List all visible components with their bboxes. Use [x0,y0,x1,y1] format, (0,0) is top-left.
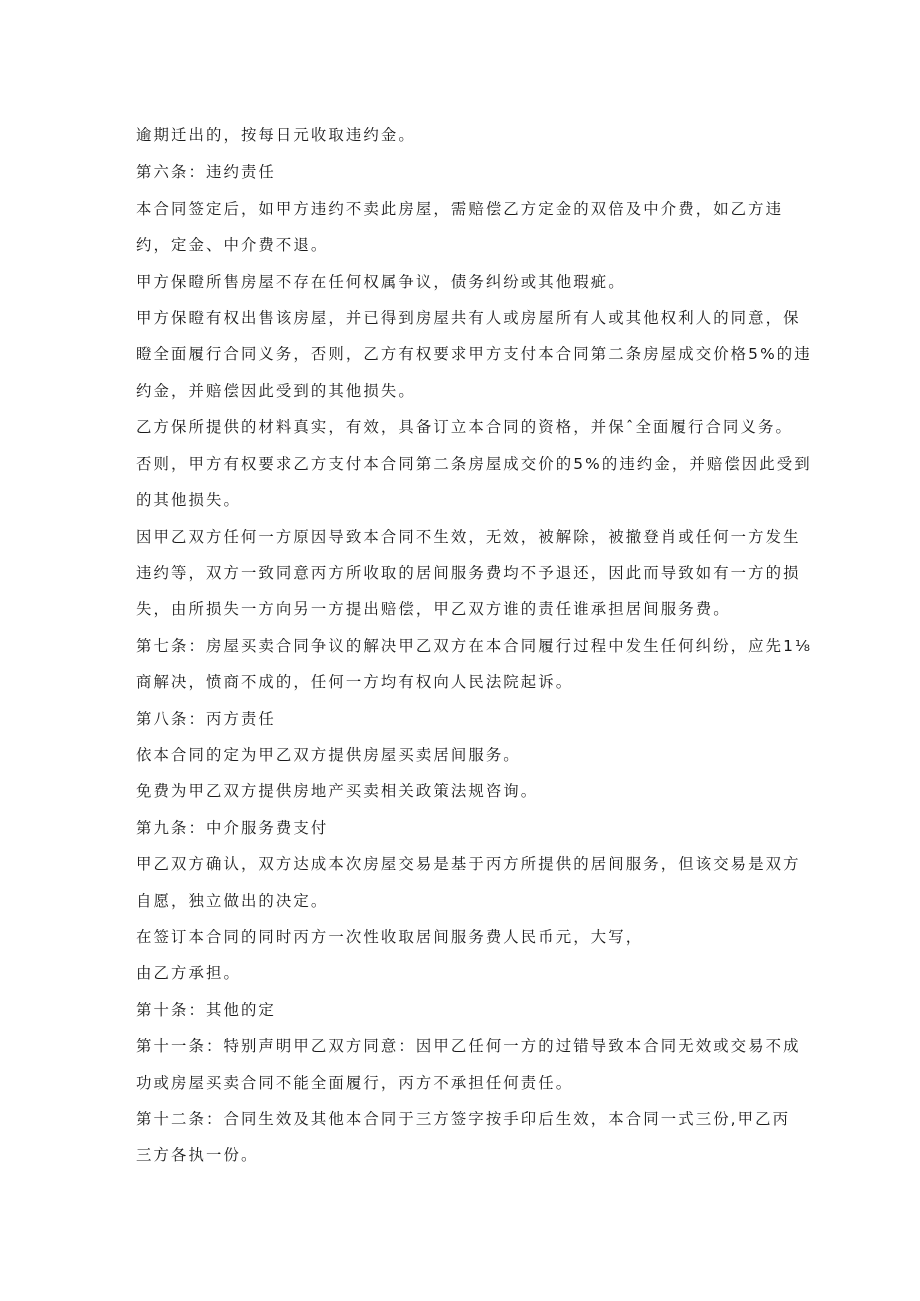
text-line: 依本合同的定为甲乙双方提供房屋买卖居间服务。 [136,746,521,764]
text-line: 甲方保瞪有权出售该房屋，并已得到房屋共有人或房屋所有人或其他权利人的同意，保 [136,309,801,327]
text-line: 甲乙双方确认，双方达成本次房屋交易是基于丙方所提供的居间服务，但该交易是双方 [136,855,801,873]
section-heading: 第七条：房屋买卖合同争议的解决甲乙双方在本合同履行过程中发生任何纠纷，应先1⅛ [136,637,813,655]
text-line: 由乙方承担。 [136,964,241,982]
text-line: 免费为甲乙双方提供房地产买卖相关政策法规咨询。 [136,782,539,800]
section-heading: 第十二条：合同生效及其他本合同于三方签字按手印后生效，本合同一式三份,甲乙丙 [136,1110,791,1128]
text-line: 因甲乙双方任何一方原因导致本合同不生效，无效，被解除，被撤登肖或任何一方发生 [136,528,801,546]
text-line: 三方各执一份。 [136,1146,259,1164]
text-line: 约，定金、中介费不退。 [136,236,329,254]
text-line: 自愿，独立做出的决定。 [136,892,329,910]
text-line: 甲方保瞪所售房屋不存在任何权属争议，债务纠纷或其他瑕疵。 [136,273,626,291]
text-line: 商解决，愤商不成的，任何一方均有权向人民法院起诉。 [136,673,574,691]
text-line: 约金，并赔偿因此受到的其他损失。 [136,382,416,400]
section-heading: 第十条：其他的定 [136,1001,276,1019]
section-heading: 第十一条：特别声明甲乙双方同意：因甲乙任何一方的过错导致本合同无效或交易不成 [136,1037,801,1055]
text-line: 违约等，双方一致同意丙方所收取的居间服务费均不予退还，因此而导致如有一方的损 [136,564,801,582]
text-line: 在签订本合同的同时丙方一次性收取居间服务费人民币元，大写， [136,928,644,946]
section-heading: 第九条：中介服务费支付 [136,819,329,837]
text-line: 本合同签定后，如甲方违约不卖此房屋，需赔偿乙方定金的双倍及中介费，如乙方违 [136,200,784,218]
section-heading: 第八条：丙方责任 [136,710,276,728]
text-line: 失，由所损失一方向另一方提出赔偿，甲乙双方谁的责任谁承担居间服务费。 [136,600,731,618]
text-line: 的其他损失。 [136,491,241,509]
text-line: 否则，甲方有权要求乙方支付本合同第二条房屋成交价的5%的违约金，并赔偿因此受到 [136,455,812,473]
text-line: 逾期迁出的，按每日元收取违约金。 [136,126,416,144]
text-line: 功或房屋买卖合同不能全面履行，丙方不承担任何责任。 [136,1074,574,1092]
text-line: 瞪全面履行合同义务，否则，乙方有权要求甲方支付本合同第二条房屋成交价格5%的违 [136,345,812,363]
section-heading: 第六条：违约责任 [136,163,276,181]
text-line: 乙方保所提供的材料真实，有效，具备订立本合同的资格，并保ˆ全面履行合同义务。 [136,418,793,436]
